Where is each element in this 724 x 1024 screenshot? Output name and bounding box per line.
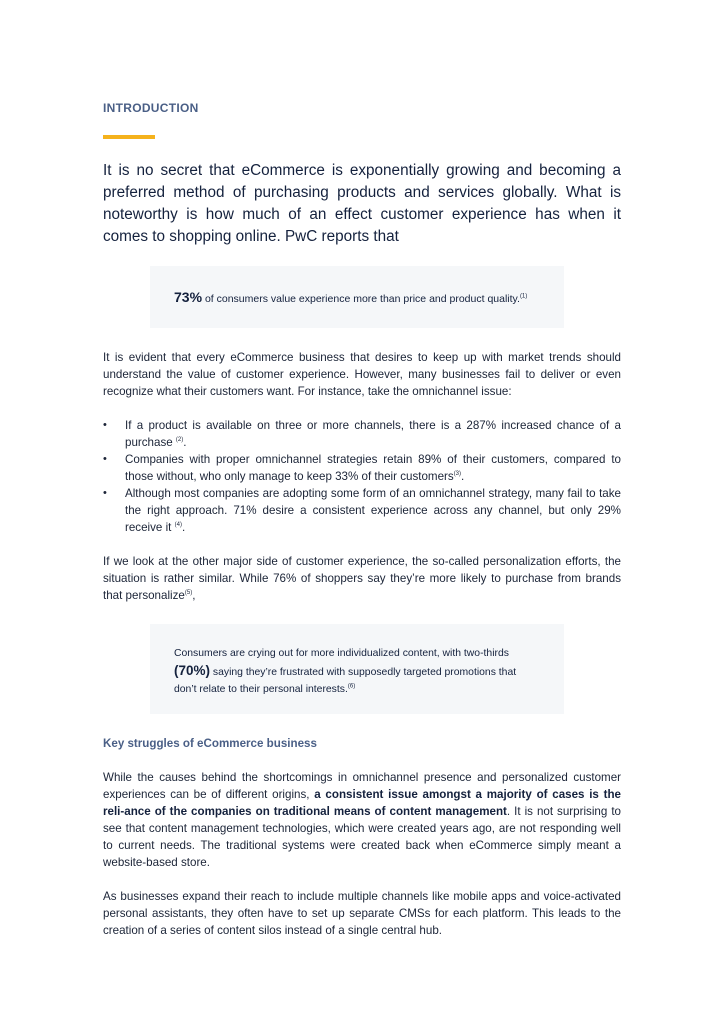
list-item-text: Companies with proper omnichannel strategies retain 89% of their customers, compared to those without, who only manage to keep 33% of their customers	[125, 453, 621, 483]
subheading: Key struggles of eCommerce business	[103, 737, 317, 750]
body-paragraph-2	[103, 553, 621, 604]
body-paragraph-1: It is evident that every eCommerce business that desires to keep up with market trends should understand the value of customer experience. However, many businesses fail to deliver or even recognize what their customers want. For instance, take the omnichannel issue:	[103, 351, 621, 398]
paragraph-text: If we look at the other major side of customer experience, the so-called personalization efforts, the situation is rather similar. While 76% of shoppers say they’re more likely to purchase from brands that personalize	[103, 555, 621, 602]
lead-paragraph: It is no secret that eCommerce is exponentially growing and becoming a preferred method of purchasing products and services globally. What is noteworthy is how much of an effect customer experience has when it comes to shopping online. PwC reports that	[103, 162, 621, 245]
quote-callout	[150, 624, 564, 714]
accent-bar	[103, 135, 155, 139]
list-item-text: If a product is available on three or more channels, there is a 287% increased chance of a purchase	[125, 419, 621, 449]
callout-stat: 73%	[174, 289, 203, 305]
bullet-marker: •	[103, 453, 107, 465]
list-item	[103, 451, 621, 485]
callout-text: of consumers value experience more than price and product quality.	[202, 293, 520, 305]
bullet-marker: •	[103, 487, 107, 499]
footnote-ref: (5)	[184, 590, 193, 597]
stat-callout	[150, 266, 564, 328]
footnote-ref: (3)	[453, 471, 462, 478]
paragraph-emphasis: a consistent issue amongst a majority of cases is the reli-ance of the companies on traditional means of content management	[103, 788, 622, 818]
bullet-list	[103, 417, 621, 536]
footnote-ref: (4)	[174, 522, 182, 529]
paragraph-text: . It is not surprising to see that content management technologies, which were created years ago, are not responding well to current needs. The traditional systems were created back when eCommerce simply meant a website-based store.	[103, 805, 621, 869]
list-item-text: Although most companies are adopting some form of an omnichannel strategy, many fail to take the right approach. 71% desire a consistent experience across any channel, but only 29% receive it	[125, 487, 621, 534]
section-label: INTRODUCTION	[103, 101, 199, 115]
paragraph-end: ,	[192, 589, 196, 602]
list-item	[103, 485, 621, 536]
callout-text: saying they’re frustrated with supposedly targeted promotions that don’t relate to their personal interests.	[174, 667, 517, 695]
paragraph-text: While the causes behind the shortcomings in omnichannel presence and personalized customer experiences can be of different origins,	[103, 771, 621, 801]
list-item-end: .	[183, 436, 187, 449]
body-paragraph-3	[103, 769, 621, 871]
body-paragraph-4: As businesses expand their reach to include multiple channels like mobile apps and voice-activated personal assistants, they often have to set up separate CMSs for each platform. This leads to the creation of a series of content silos instead of a single central hub.	[103, 890, 621, 937]
footnote-ref: (6)	[347, 683, 356, 690]
callout-text: Consumers are crying out for more individualized content, with two-thirds	[174, 648, 509, 659]
list-item	[103, 417, 621, 451]
footnote-ref: (2)	[175, 437, 184, 444]
list-item-end: .	[181, 521, 186, 534]
list-item-end: .	[461, 470, 465, 483]
bullet-marker: •	[103, 419, 107, 431]
callout-stat: (70%)	[174, 663, 211, 678]
footnote-ref: (1)	[519, 293, 528, 300]
